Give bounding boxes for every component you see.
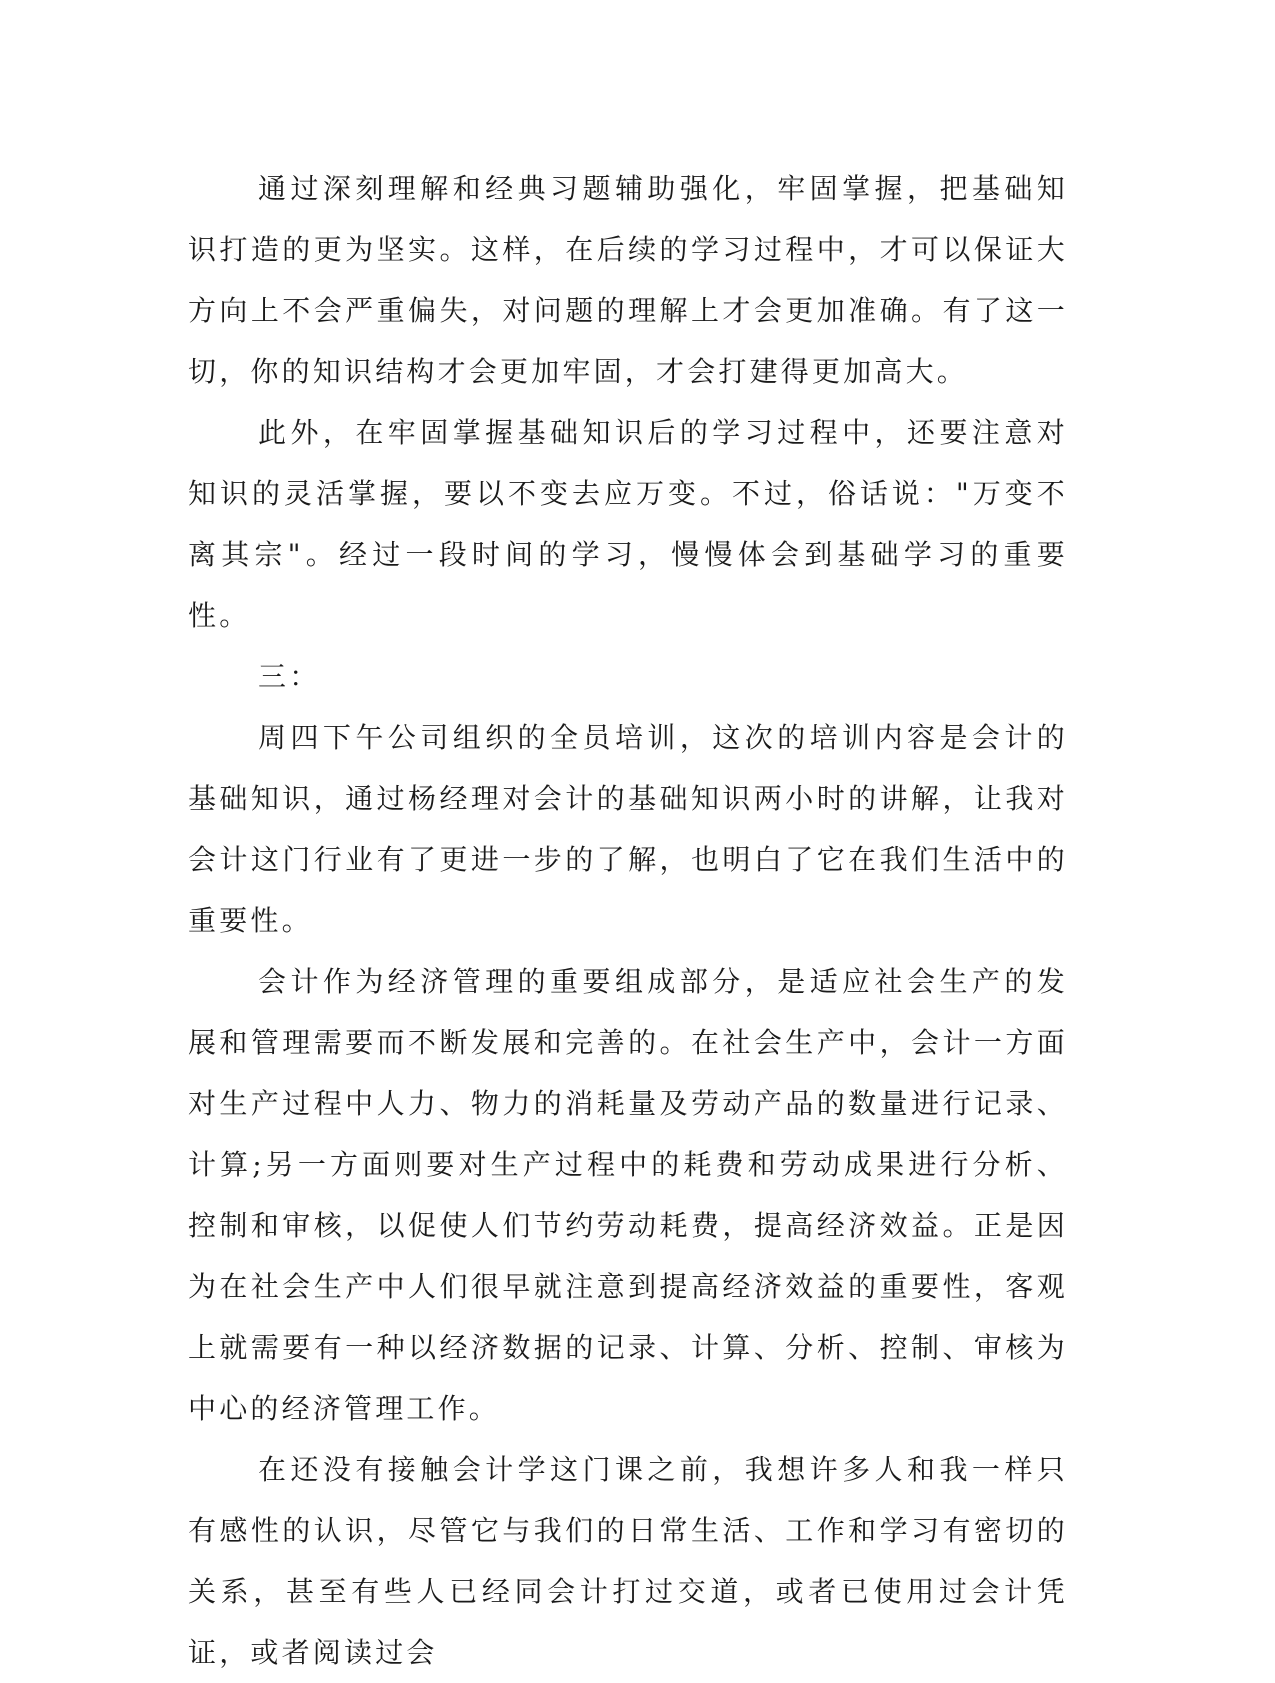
section-heading-three: 三： (258, 660, 321, 693)
paragraph-3: 周四下午公司组织的全员培训，这次的培训内容是会计的基础知识，通过杨经理对会计的基础知识两小时的讲解，让我对会计这门行业有了更进一步的了解，也明白了它在我们生活中的重要性。 (188, 721, 1068, 937)
document-body (188, 158, 1068, 1683)
paragraph-5: 在还没有接触会计学这门课之前，我想许多人和我一样只有感性的认识，尽管它与我们的日常生活、工作和学习有密切的关系，甚至有些人已经同会计打过交道，或者已使用过会计凭证，或者阅读过会 (188, 1453, 1068, 1669)
paragraph-4: 会计作为经济管理的重要组成部分，是适应社会生产的发展和管理需要而不断发展和完善的。在社会生产中，会计一方面对生产过程中人力、物力的消耗量及劳动产品的数量进行记录、计算;另一方面则要对生产过程中的耗费和劳动成果进行分析、控制和审核，以促使人们节约劳动耗费，提高经济效益。正是因为在社会生产中人们很早就注意到提高经济效益的重要性，客观上就需要有一种以经济数据的记录、计算、分析、控制、审核为中心的经济管理工作。 (188, 965, 1068, 1425)
paragraph-1: 通过深刻理解和经典习题辅助强化，牢固掌握，把基础知识打造的更为坚实。这样，在后续的学习过程中，才可以保证大方向上不会严重偏失，对问题的理解上才会更加准确。有了这一切，你的知识结构才会更加牢固，才会打建得更加高大。 (188, 172, 1068, 388)
paragraph-2: 此外，在牢固掌握基础知识后的学习过程中，还要注意对知识的灵活掌握，要以不变去应万变。不过，俗话说："万变不离其宗"。经过一段时间的学习，慢慢体会到基础学习的重要性。 (188, 416, 1068, 632)
